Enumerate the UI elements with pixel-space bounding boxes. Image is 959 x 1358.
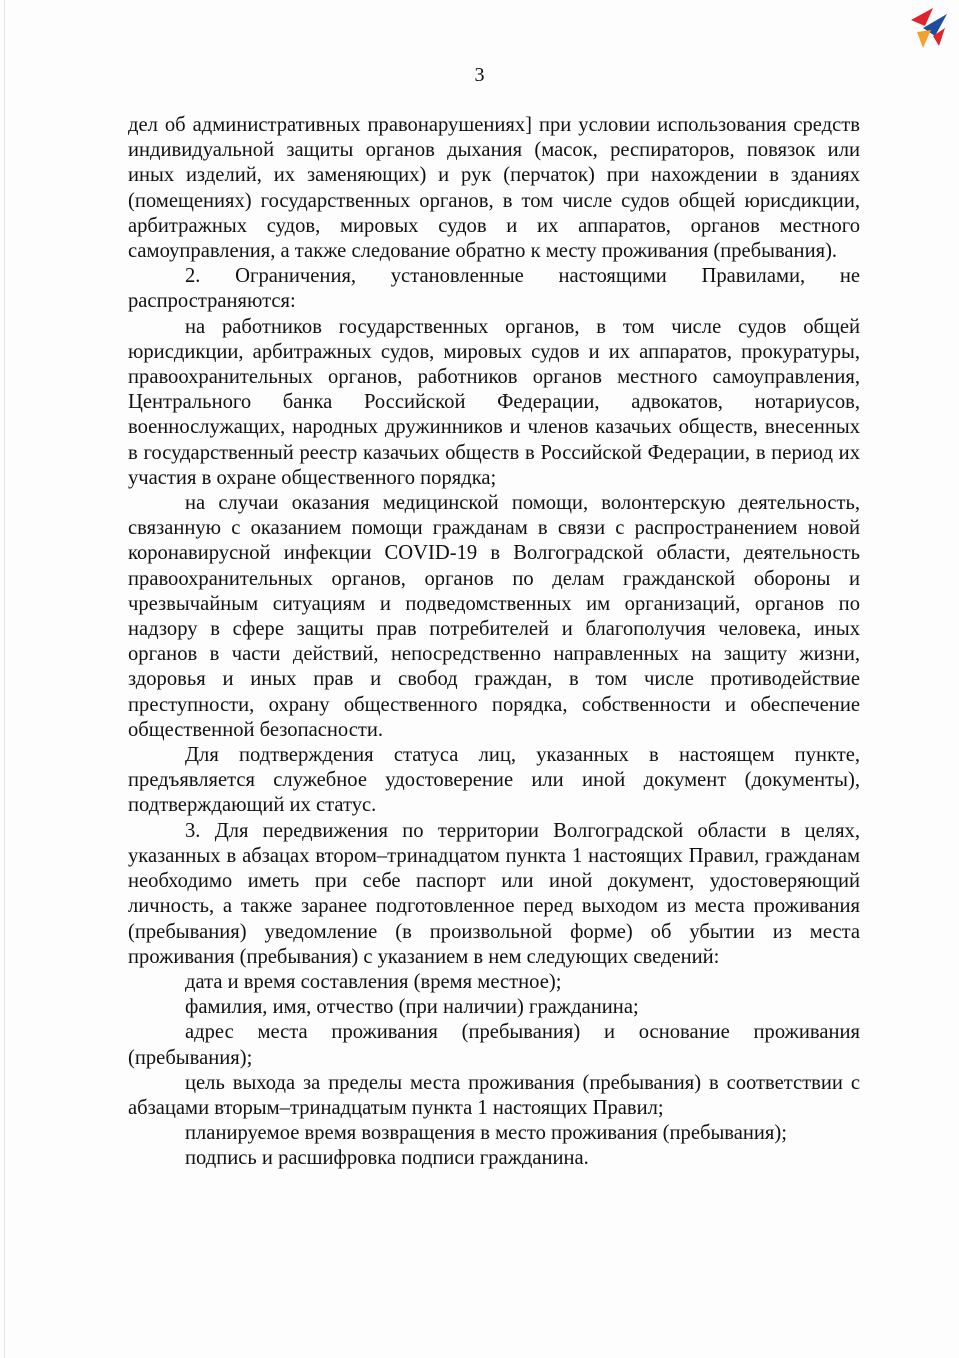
list-item-signature: подпись и расшифровка подписи гражданина.: [185, 1147, 589, 1170]
list-item-date-time: дата и время составления (время местное);: [185, 970, 562, 993]
paragraph-state-workers: на работников государственных органов, в том числе судов общей юрисдикции, арбитражных судов, мировых судов и их аппаратов, прокуратуры, правоохранительных органов, работников органов местного самоуправления, Центрального банка Российской Федерации, адвокатов, нотариусов, военнослужащих, народных дружинников и членов казачьих обществ, внесенных в государственный реестр казачьих обществ в Российской Федерации, в период их участия в охране общественного порядка;: [128, 315, 860, 489]
paragraph-medical-cases: на случаи оказания медицинской помощи, волонтерскую деятельность, связанную с оказанием помощи гражданам в связи с распространением новой коронавирусной инфекции COVID-19 в Волгоградской области, деятельность правоохранительных органов, органов по делам гражданской обороны и чрезвычайным ситуациям и подведомственных им организаций, органов по надзору в сфере защиты прав потребителей и благополучия человека, иных органов в части действий, непосредственно направленных на защиту жизни, здоровья и иных прав и свобод граждан, в том числе противодействие преступности, охрану общественного порядка, собственности и обеспечение общественной безопасности.: [128, 492, 860, 741]
paragraph-status-confirmation: Для подтверждения статуса лиц, указанных в настоящем пункте, предъявляется служебное удостоверение или иной документ (документы), подтверждающий их статус.: [128, 744, 860, 817]
scan-edge-line: [4, 0, 5, 1358]
list-item-return-time: планируемое время возвращения в место проживания (пребывания);: [185, 1122, 787, 1145]
document-body: [128, 113, 860, 1172]
list-item-purpose: цель выхода за пределы места проживания (пребывания) в соответствии с абзацами вторым–тринадцатым пункта 1 настоящих Правил;: [128, 1071, 860, 1119]
list-item-address: адрес места проживания (пребывания) и основание проживания (пребывания);: [128, 1021, 860, 1069]
kp-bird-logo-icon: [909, 6, 949, 50]
paragraph-continuation: дел об административных правонарушениях] при условии использования средств индивидуальной защиты органов дыхания (масок, респираторов, повязок или иных изделий, их заменяющих) и рук (перчаток) при нахождении в зданиях (помещениях) государственных органов, в том числе судов общей юрисдикции, арбитражных судов, мировых судов и их аппаратов, органов местного самоуправления, а также следование обратно к месту проживания (пребывания).: [128, 114, 860, 263]
page-number: 3: [474, 64, 485, 86]
paragraph-item-3: 3. Для передвижения по территории Волгоградской области в целях, указанных в абзацах втором–тринадцатом пункта 1 настоящих Правил, гражданам необходимо иметь при себе паспорт или иной документ, удостоверяющий личность, а также заранее подготовленное перед выходом из места проживания (пребывания) уведомление (в произвольной форме) об убытии из места проживания (пребывания) с указанием в нем следующих сведений:: [128, 819, 860, 968]
list-item-full-name: фамилия, имя, отчество (при наличии) гражданина;: [185, 996, 639, 1019]
paragraph-item-2: 2. Ограничения, установленные настоящими Правилами, не распространяются:: [128, 265, 860, 313]
